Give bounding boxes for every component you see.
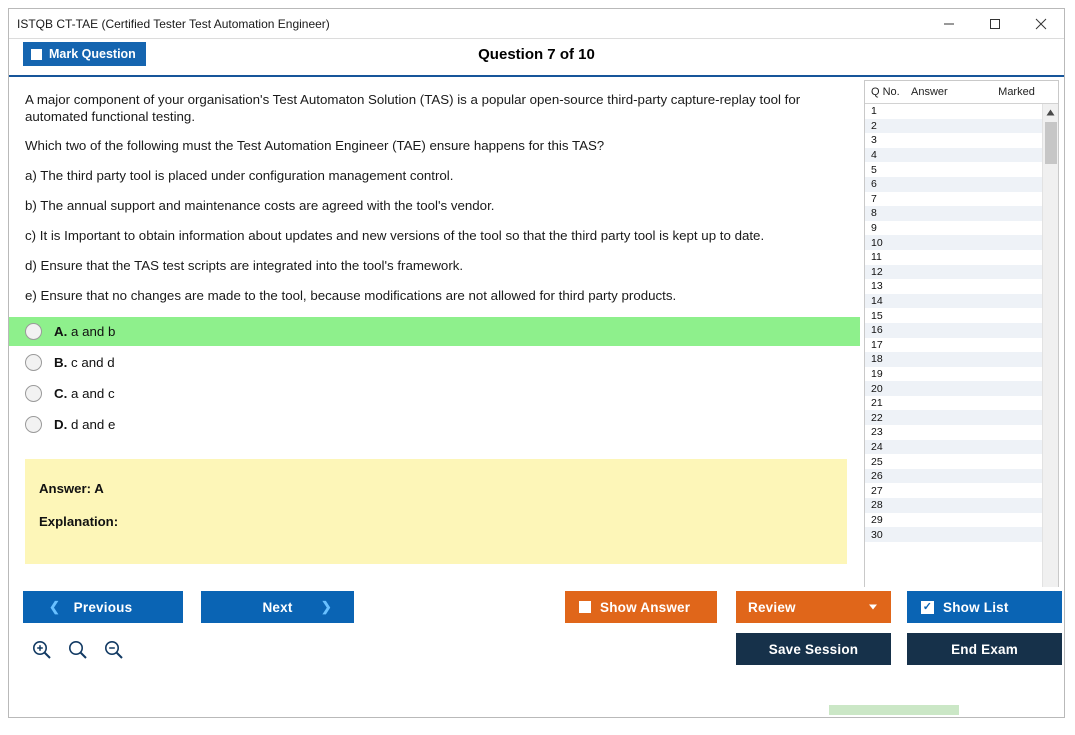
next-label: Next: [262, 599, 293, 615]
question-list-row[interactable]: [865, 454, 1042, 469]
question-list-row[interactable]: [865, 250, 1042, 265]
minimize-icon[interactable]: [926, 9, 972, 38]
end-exam-label: End Exam: [951, 641, 1018, 657]
option-d[interactable]: [9, 410, 860, 439]
question-list-row[interactable]: [865, 177, 1042, 192]
answer-explanation-panel: [25, 459, 847, 564]
question-list-row[interactable]: [865, 410, 1042, 425]
page-title: Question 7 of 10: [478, 46, 595, 63]
question-list-row-number: 18: [871, 353, 883, 366]
question-text: [9, 91, 860, 304]
question-list-row-number: 5: [871, 163, 877, 176]
question-list-row-number: 12: [871, 265, 883, 278]
question-list-row[interactable]: [865, 279, 1042, 294]
question-list-row-number: 20: [871, 382, 883, 395]
question-list-row-number: 28: [871, 499, 883, 512]
question-list-row[interactable]: [865, 119, 1042, 134]
end-exam-button[interactable]: [907, 633, 1062, 665]
save-session-button[interactable]: [736, 633, 891, 665]
status-strip: [9, 703, 1064, 717]
question-list-row-number: 30: [871, 528, 883, 541]
question-list-row-number: 13: [871, 280, 883, 293]
show-answer-checkbox-icon[interactable]: [579, 601, 591, 613]
question-list-rows[interactable]: [865, 104, 1042, 587]
column-header-qno: Q No.: [871, 86, 900, 98]
exam-window: [8, 8, 1065, 718]
question-list-row-number: 23: [871, 426, 883, 439]
radio-icon-b[interactable]: [25, 354, 42, 371]
option-c[interactable]: [9, 379, 860, 408]
question-list-row-number: 2: [871, 119, 877, 132]
close-icon[interactable]: [1018, 9, 1064, 38]
question-list-row-number: 11: [871, 251, 882, 264]
question-list-row-number: 15: [871, 309, 883, 322]
window-title: ISTQB CT-TAE (Certified Tester Test Automation Engineer): [17, 16, 330, 31]
question-list-row-number: 25: [871, 455, 883, 468]
zoom-out-icon[interactable]: [103, 639, 125, 661]
question-list-row-number: 29: [871, 513, 883, 526]
show-answer-label: Show Answer: [600, 599, 691, 615]
question-list-row-number: 19: [871, 367, 883, 380]
question-list-row[interactable]: [865, 148, 1042, 163]
question-list-row[interactable]: [865, 206, 1042, 221]
question-list-row[interactable]: [865, 425, 1042, 440]
question-list-row-number: 10: [871, 236, 883, 249]
radio-icon-a[interactable]: [25, 323, 42, 340]
question-item-b: b) The annual support and maintenance costs are agreed with the tool's vendor.: [25, 198, 495, 214]
zoom-in-icon[interactable]: [31, 639, 53, 661]
question-list-row[interactable]: [865, 440, 1042, 455]
question-item-d: d) Ensure that the TAS test scripts are integrated into the tool's framework.: [25, 258, 464, 274]
option-a[interactable]: [9, 317, 860, 346]
question-list-row[interactable]: [865, 513, 1042, 528]
save-session-label: Save Session: [768, 641, 859, 657]
footer-toolbar: [9, 587, 1064, 717]
question-list-row[interactable]: [865, 294, 1042, 309]
option-b[interactable]: [9, 348, 860, 377]
question-list-row-number: 17: [871, 338, 883, 351]
question-list-row[interactable]: [865, 308, 1042, 323]
question-list-row[interactable]: [865, 498, 1042, 513]
answer-label: Answer: A: [39, 481, 104, 497]
radio-icon-c[interactable]: [25, 385, 42, 402]
question-list-row[interactable]: [865, 221, 1042, 236]
previous-button[interactable]: [23, 591, 183, 623]
zoom-controls: [31, 639, 125, 661]
previous-label: Previous: [73, 599, 133, 615]
question-list-row[interactable]: [865, 396, 1042, 411]
chevron-right-icon: ❯: [320, 599, 332, 614]
question-list-row[interactable]: [865, 323, 1042, 338]
zoom-reset-icon[interactable]: [67, 639, 89, 661]
question-list-row[interactable]: [865, 483, 1042, 498]
question-list-row[interactable]: [865, 381, 1042, 396]
question-list-row[interactable]: [865, 338, 1042, 353]
explanation-label: Explanation:: [39, 514, 119, 530]
question-list-row[interactable]: [865, 192, 1042, 207]
question-list-row-number: 22: [871, 411, 883, 424]
chevron-down-icon[interactable]: [869, 605, 877, 610]
question-list-row[interactable]: [865, 469, 1042, 484]
question-list-row-number: 4: [871, 149, 877, 162]
exam-header: [9, 39, 1064, 77]
scrollbar-thumb[interactable]: [1045, 122, 1057, 164]
question-list-row-number: 8: [871, 207, 877, 220]
title-bar: [9, 9, 1064, 39]
question-list-row-number: 3: [871, 134, 877, 147]
review-dropdown[interactable]: [736, 591, 891, 623]
question-list-scrollbar[interactable]: [1042, 104, 1058, 587]
column-header-marked: Marked: [998, 86, 1035, 98]
question-list-row-number: 14: [871, 295, 883, 308]
exam-body: [9, 77, 1064, 587]
question-list-row-number: 9: [871, 222, 877, 235]
question-list-row[interactable]: [865, 527, 1042, 542]
question-list-header: [865, 81, 1058, 104]
question-stem-1: A major component of your organisation's Test Automaton Solution (TAS) is a popular open-source third-party capture-replay tool for automated functional testing.: [25, 92, 801, 125]
question-pane: [9, 77, 860, 587]
show-answer-button[interactable]: [565, 591, 717, 623]
question-list-row[interactable]: [865, 265, 1042, 280]
question-item-a: a) The third party tool is placed under configuration management control.: [25, 168, 454, 184]
question-list-body: [865, 104, 1058, 587]
question-list-row[interactable]: [865, 104, 1042, 119]
question-list-row[interactable]: [865, 367, 1042, 382]
radio-icon-d[interactable]: [25, 416, 42, 433]
question-item-e: e) Ensure that no changes are made to the tool, because modifications are not allowed for third party products.: [25, 288, 677, 304]
next-button[interactable]: [201, 591, 354, 623]
maximize-icon[interactable]: [972, 9, 1018, 38]
question-list-row[interactable]: [865, 162, 1042, 177]
show-list-button[interactable]: [907, 591, 1062, 623]
status-accent-bar: [829, 705, 959, 715]
question-list-row-number: 16: [871, 324, 883, 337]
option-b-label: B. c and d: [54, 355, 115, 371]
column-header-answer: Answer: [911, 86, 948, 98]
answer-options: [9, 317, 860, 439]
chevron-left-icon: ❮: [49, 599, 61, 614]
question-item-c: c) It is Important to obtain information about updates and new versions of the tool so that the third party tool is kept up to date.: [25, 228, 765, 244]
review-label: Review: [748, 599, 796, 615]
question-list-panel: [864, 80, 1059, 587]
scroll-up-icon[interactable]: [1043, 104, 1058, 120]
question-list-row-number: 6: [871, 178, 877, 191]
question-list-row[interactable]: [865, 133, 1042, 148]
question-list-row[interactable]: [865, 352, 1042, 367]
question-stem-2: Which two of the following must the Test Automation Engineer (TAE) ensure happens for this TAS?: [25, 138, 605, 154]
question-list-row-number: 7: [871, 192, 877, 205]
option-a-label: A. a and b: [54, 324, 116, 340]
show-list-label: Show List: [943, 599, 1009, 615]
question-list-row[interactable]: [865, 235, 1042, 250]
question-list-row-number: 24: [871, 440, 883, 453]
question-list-row-number: 27: [871, 484, 883, 497]
option-d-label: D. d and e: [54, 417, 116, 433]
question-list-row-number: 21: [871, 397, 883, 410]
show-list-checkbox-icon[interactable]: ✓: [922, 600, 933, 613]
mark-question-label: Mark Question: [49, 47, 136, 61]
question-list-row-number: 1: [871, 105, 877, 118]
option-c-label: C. a and c: [54, 386, 115, 402]
question-list-row-number: 26: [871, 470, 883, 483]
